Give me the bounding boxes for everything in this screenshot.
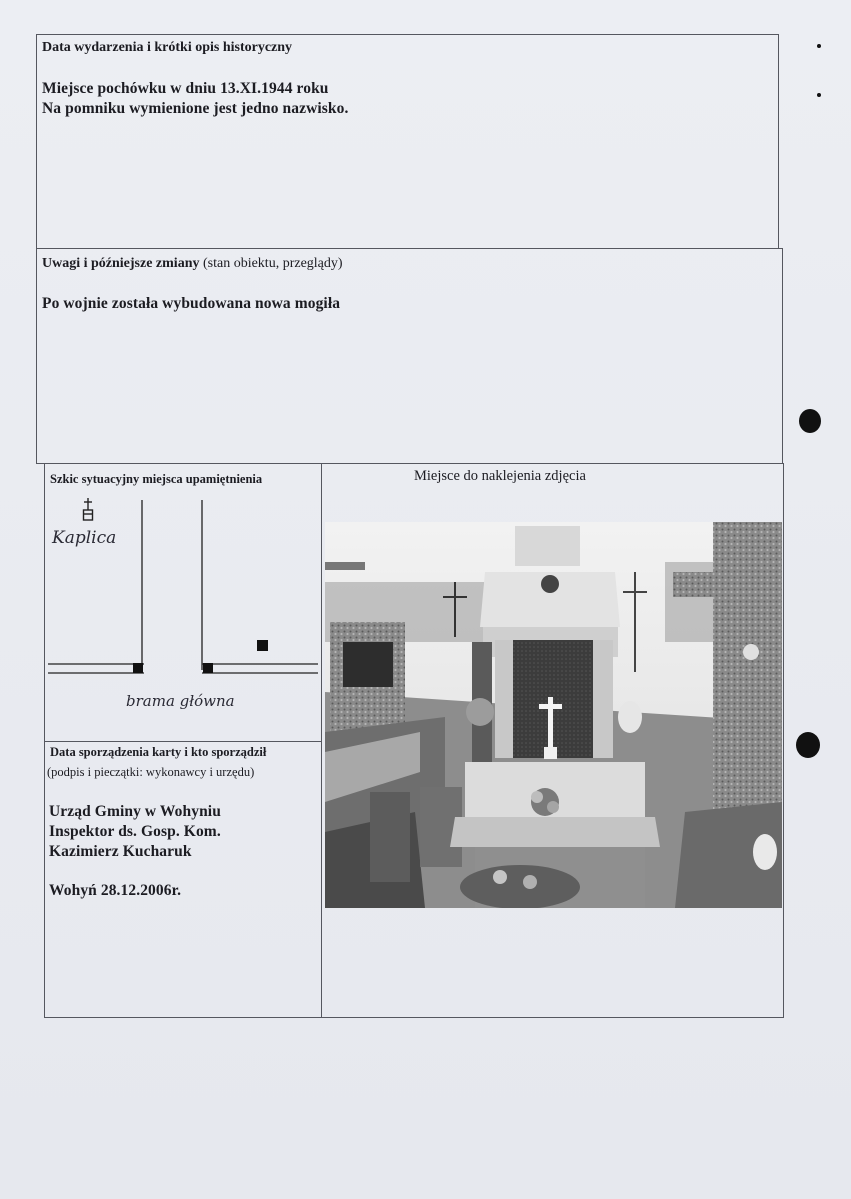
chapel-cross-icon — [83, 498, 93, 520]
site-sketch — [44, 490, 322, 725]
main-gate-label: brama główna — [126, 692, 235, 710]
gate-post-right — [203, 663, 213, 673]
speck-mark-2 — [817, 93, 821, 97]
monument-name-text: Na pomniku wymienione jest jedno nazwisko. — [42, 100, 349, 117]
remarks-box — [36, 248, 783, 464]
sketch-bottom-divider — [44, 741, 322, 742]
preparation-date: Wohyń 28.12.2006r. — [49, 882, 182, 899]
prepared-by-subheading: (podpis i pieczątki: wykonawcy i urzędu) — [47, 765, 255, 779]
historical-description-box — [36, 34, 779, 249]
inspector-name: Kazimierz Kucharuk — [49, 843, 192, 860]
binder-hole-top — [799, 409, 821, 433]
burial-date-text: Miejsce pochówku w dniu 13.XI.1944 roku — [42, 80, 329, 97]
grave-marker — [257, 640, 268, 651]
historical-description-heading: Data wydarzenia i krótki opis historyczny — [42, 40, 293, 55]
sketch-heading: Szkic sytuacyjny miejsca upamiętnienia — [50, 472, 263, 486]
office-name: Urząd Gminy w Wohyniu — [49, 803, 221, 820]
inspector-title: Inspektor ds. Gosp. Kom. — [49, 823, 221, 840]
remarks-heading-bold: Uwagi i późniejsze zmiany — [42, 256, 200, 271]
remarks-heading-note: (stan obiektu, przeglądy) — [199, 256, 343, 271]
gate-post-left — [133, 663, 143, 673]
speck-mark-1 — [817, 44, 821, 48]
prepared-by-heading: Data sporządzenia karty i kto sporządził — [50, 745, 267, 759]
grave-photo — [325, 522, 782, 908]
binder-hole-bottom — [796, 732, 820, 758]
remarks-text: Po wojnie została wybudowana nowa mogiła — [42, 295, 341, 312]
remarks-heading — [42, 256, 343, 272]
photo-heading: Miejsce do naklejenia zdjęcia — [414, 468, 586, 484]
chapel-label: Kaplica — [52, 528, 117, 548]
